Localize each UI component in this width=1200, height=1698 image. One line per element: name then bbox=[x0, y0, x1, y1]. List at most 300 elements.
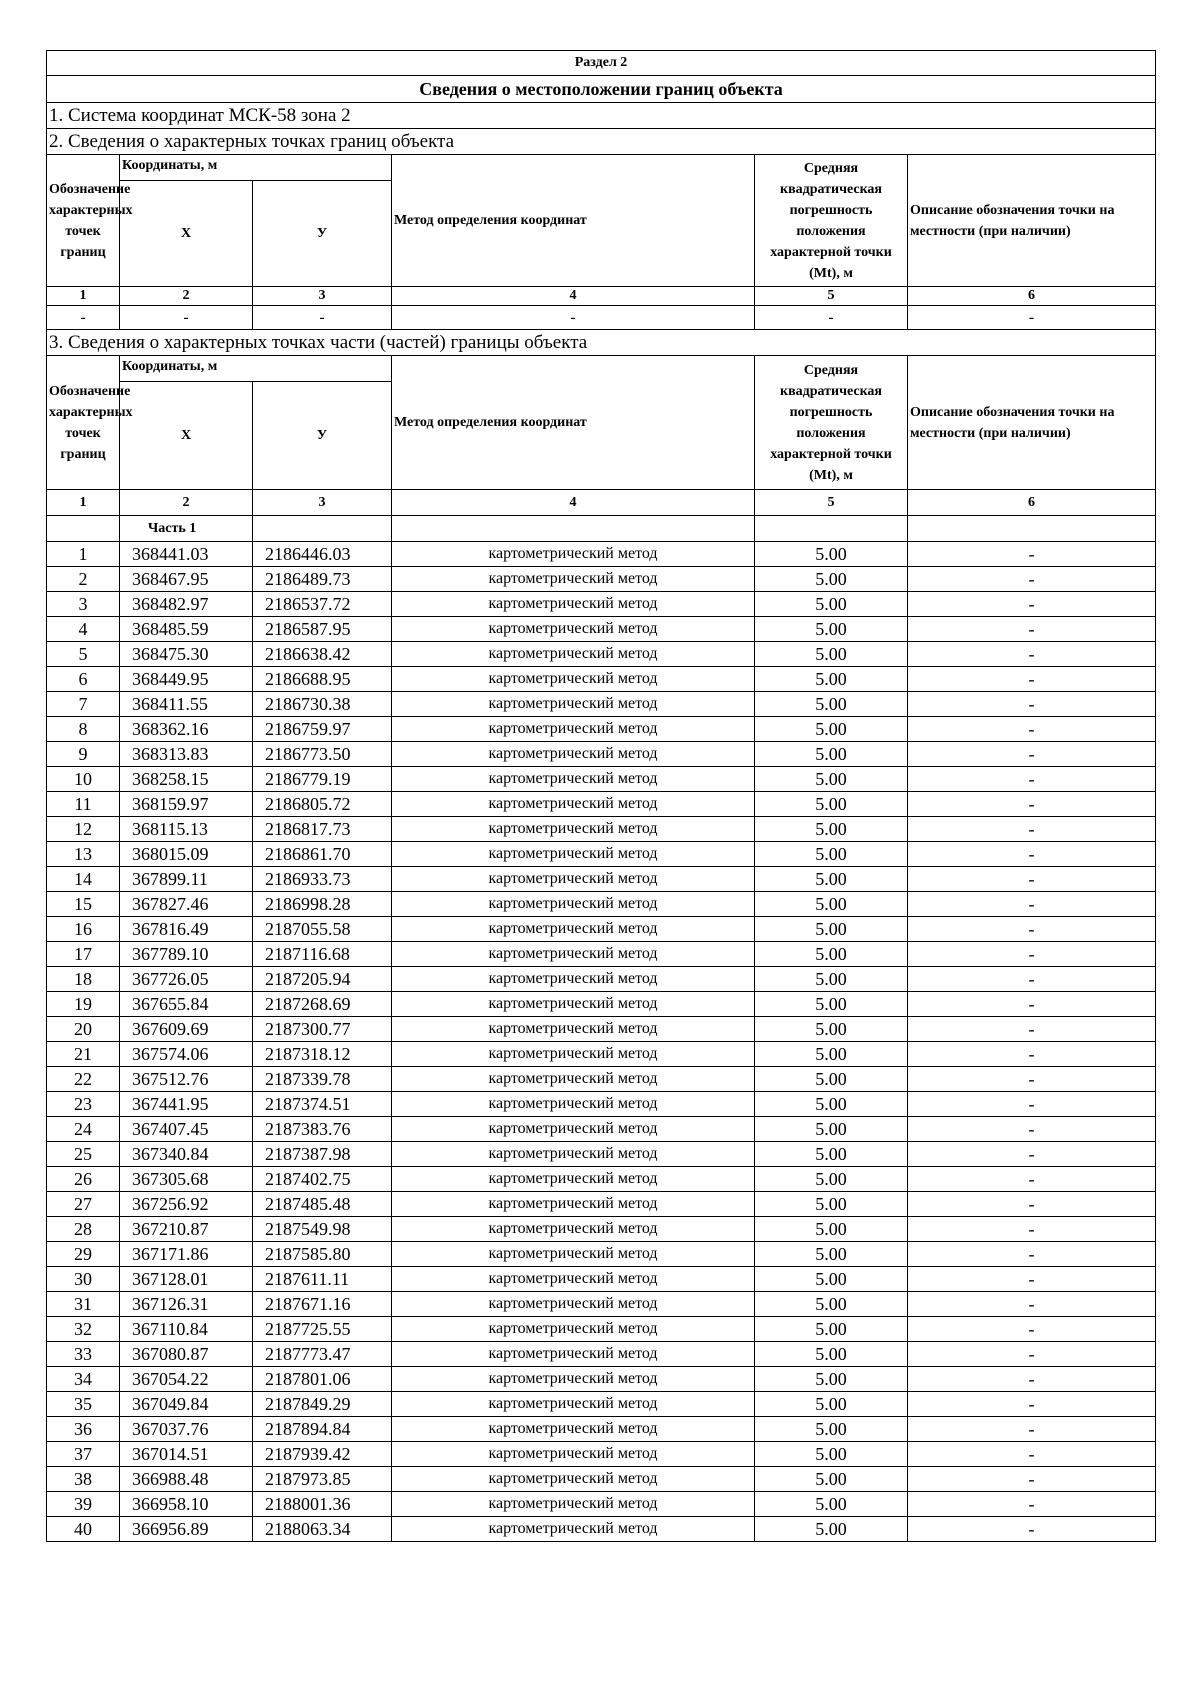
point-y: 2186933.73 bbox=[253, 867, 392, 892]
table-row bbox=[47, 1317, 1156, 1342]
header-coords: Координаты, м bbox=[120, 155, 392, 181]
point-number: 25 bbox=[47, 1142, 120, 1167]
point-description: - bbox=[908, 992, 1156, 1017]
point-error: 5.00 bbox=[755, 792, 908, 817]
header-designation: Обозначение характерных точек границ bbox=[47, 155, 120, 287]
point-method: картометрический метод bbox=[392, 1192, 755, 1217]
point-number: 30 bbox=[47, 1267, 120, 1292]
point-y: 2187773.47 bbox=[253, 1342, 392, 1367]
table-row bbox=[47, 1292, 1156, 1317]
point-method: картометрический метод bbox=[392, 1217, 755, 1242]
point-description: - bbox=[908, 967, 1156, 992]
point-number: 3 bbox=[47, 592, 120, 617]
point-x: 367899.11 bbox=[120, 867, 253, 892]
table-row bbox=[47, 892, 1156, 917]
table-row bbox=[47, 567, 1156, 592]
point-number: 36 bbox=[47, 1417, 120, 1442]
point-method: картометрический метод bbox=[392, 842, 755, 867]
point-y: 2187725.55 bbox=[253, 1317, 392, 1342]
col-number: 1 bbox=[47, 287, 120, 306]
point-description: - bbox=[908, 1117, 1156, 1142]
point-y: 2187383.76 bbox=[253, 1117, 392, 1142]
point-x: 367110.84 bbox=[120, 1317, 253, 1342]
point-method: картометрический метод bbox=[392, 567, 755, 592]
point-error: 5.00 bbox=[755, 1417, 908, 1442]
point-number: 18 bbox=[47, 967, 120, 992]
table-row bbox=[47, 992, 1156, 1017]
point-number: 31 bbox=[47, 1292, 120, 1317]
point-method: картометрический метод bbox=[392, 1167, 755, 1192]
point-x: 366958.10 bbox=[120, 1492, 253, 1517]
point-number: 37 bbox=[47, 1442, 120, 1467]
point-description: - bbox=[908, 1217, 1156, 1242]
point-x: 367655.84 bbox=[120, 992, 253, 1017]
point-description: - bbox=[908, 1292, 1156, 1317]
point-x: 367609.69 bbox=[120, 1017, 253, 1042]
table-row bbox=[47, 792, 1156, 817]
col-number: 1 bbox=[47, 490, 120, 516]
point-method: картометрический метод bbox=[392, 1492, 755, 1517]
point-x: 367014.51 bbox=[120, 1442, 253, 1467]
point-error: 5.00 bbox=[755, 917, 908, 942]
col-number: 3 bbox=[253, 287, 392, 306]
point-x: 368441.03 bbox=[120, 542, 253, 567]
point-error: 5.00 bbox=[755, 1492, 908, 1517]
point-y: 2186779.19 bbox=[253, 767, 392, 792]
table-row bbox=[47, 842, 1156, 867]
point-number: 39 bbox=[47, 1492, 120, 1517]
table-row bbox=[47, 1342, 1156, 1367]
table-row bbox=[47, 1517, 1156, 1542]
point-description: - bbox=[908, 1417, 1156, 1442]
table2-cell: - bbox=[253, 306, 392, 330]
point-description: - bbox=[908, 892, 1156, 917]
table2-cell: - bbox=[755, 306, 908, 330]
table2-cell: - bbox=[47, 306, 120, 330]
header-method: Метод определения координат bbox=[392, 356, 755, 490]
point-description: - bbox=[908, 767, 1156, 792]
point-method: картометрический метод bbox=[392, 1442, 755, 1467]
point-number: 27 bbox=[47, 1192, 120, 1217]
point-error: 5.00 bbox=[755, 1092, 908, 1117]
point-error: 5.00 bbox=[755, 1292, 908, 1317]
point-method: картометрический метод bbox=[392, 1292, 755, 1317]
point-description: - bbox=[908, 742, 1156, 767]
point-method: картометрический метод bbox=[392, 1142, 755, 1167]
table2-cell: - bbox=[120, 306, 253, 330]
point-x: 367827.46 bbox=[120, 892, 253, 917]
point-method: картометрический метод bbox=[392, 767, 755, 792]
point-error: 5.00 bbox=[755, 1467, 908, 1492]
part-spacer bbox=[253, 516, 392, 542]
point-description: - bbox=[908, 1017, 1156, 1042]
point-method: картометрический метод bbox=[392, 992, 755, 1017]
table-row bbox=[47, 867, 1156, 892]
point-description: - bbox=[908, 1492, 1156, 1517]
table-row bbox=[47, 942, 1156, 967]
point-error: 5.00 bbox=[755, 542, 908, 567]
point-x: 368362.16 bbox=[120, 717, 253, 742]
point-y: 2186998.28 bbox=[253, 892, 392, 917]
point-method: картометрический метод bbox=[392, 617, 755, 642]
point-x: 367126.31 bbox=[120, 1292, 253, 1317]
point-number: 2 bbox=[47, 567, 120, 592]
point-error: 5.00 bbox=[755, 592, 908, 617]
point-error: 5.00 bbox=[755, 1317, 908, 1342]
point-error: 5.00 bbox=[755, 1367, 908, 1392]
point-method: картометрический метод bbox=[392, 1242, 755, 1267]
point-x: 366988.48 bbox=[120, 1467, 253, 1492]
point-method: картометрический метод bbox=[392, 892, 755, 917]
table-row bbox=[47, 667, 1156, 692]
point-y: 2187485.48 bbox=[253, 1192, 392, 1217]
point-number: 40 bbox=[47, 1517, 120, 1542]
point-y: 2187205.94 bbox=[253, 967, 392, 992]
col-number: 3 bbox=[253, 490, 392, 516]
header-error: Средняя квадратическая погрешность положения характерной точки (Mt), м bbox=[755, 356, 908, 490]
point-number: 8 bbox=[47, 717, 120, 742]
point-number: 22 bbox=[47, 1067, 120, 1092]
point-y: 2186587.95 bbox=[253, 617, 392, 642]
point-description: - bbox=[908, 1317, 1156, 1342]
point-x: 367037.76 bbox=[120, 1417, 253, 1442]
table-row bbox=[47, 1267, 1156, 1292]
table-row bbox=[47, 917, 1156, 942]
point-number: 21 bbox=[47, 1042, 120, 1067]
point-y: 2187849.29 bbox=[253, 1392, 392, 1417]
point-method: картометрический метод bbox=[392, 1267, 755, 1292]
point-description: - bbox=[908, 867, 1156, 892]
point-x: 367816.49 bbox=[120, 917, 253, 942]
header-method: Метод определения координат bbox=[392, 155, 755, 287]
point-method: картометрический метод bbox=[392, 592, 755, 617]
point-y: 2187374.51 bbox=[253, 1092, 392, 1117]
point-y: 2187801.06 bbox=[253, 1367, 392, 1392]
point-y: 2187402.75 bbox=[253, 1167, 392, 1192]
col-number: 6 bbox=[908, 287, 1156, 306]
point-method: картометрический метод bbox=[392, 1117, 755, 1142]
point-error: 5.00 bbox=[755, 1217, 908, 1242]
table-row bbox=[47, 1442, 1156, 1467]
point-description: - bbox=[908, 1392, 1156, 1417]
point-number: 11 bbox=[47, 792, 120, 817]
point-description: - bbox=[908, 717, 1156, 742]
point-method: картометрический метод bbox=[392, 867, 755, 892]
point-number: 38 bbox=[47, 1467, 120, 1492]
col-number: 5 bbox=[755, 287, 908, 306]
point-method: картометрический метод bbox=[392, 942, 755, 967]
point-number: 10 bbox=[47, 767, 120, 792]
point-description: - bbox=[908, 1042, 1156, 1067]
table-row bbox=[47, 717, 1156, 742]
point-y: 2186817.73 bbox=[253, 817, 392, 842]
point-y: 2187894.84 bbox=[253, 1417, 392, 1442]
point-method: картометрический метод bbox=[392, 692, 755, 717]
table-row bbox=[47, 617, 1156, 642]
point-y: 2186446.03 bbox=[253, 542, 392, 567]
point-method: картометрический метод bbox=[392, 792, 755, 817]
point-description: - bbox=[908, 917, 1156, 942]
point-description: - bbox=[908, 1342, 1156, 1367]
point-x: 368115.13 bbox=[120, 817, 253, 842]
subsection-3-title: 3. Сведения о характерных точках части (частей) границы объекта bbox=[47, 330, 1156, 356]
part-spacer bbox=[392, 516, 755, 542]
point-y: 2187671.16 bbox=[253, 1292, 392, 1317]
header-x: X bbox=[120, 382, 253, 490]
header-y: У bbox=[253, 382, 392, 490]
point-description: - bbox=[908, 667, 1156, 692]
point-method: картометрический метод bbox=[392, 1517, 755, 1542]
table-row bbox=[47, 642, 1156, 667]
point-method: картометрический метод bbox=[392, 1067, 755, 1092]
table-row bbox=[47, 1242, 1156, 1267]
table-row bbox=[47, 767, 1156, 792]
point-error: 5.00 bbox=[755, 1442, 908, 1467]
point-number: 24 bbox=[47, 1117, 120, 1142]
point-number: 15 bbox=[47, 892, 120, 917]
point-description: - bbox=[908, 1367, 1156, 1392]
point-y: 2186730.38 bbox=[253, 692, 392, 717]
point-number: 33 bbox=[47, 1342, 120, 1367]
point-x: 367049.84 bbox=[120, 1392, 253, 1417]
point-description: - bbox=[908, 842, 1156, 867]
point-error: 5.00 bbox=[755, 1142, 908, 1167]
points-body bbox=[47, 542, 1156, 1542]
table2-cell: - bbox=[392, 306, 755, 330]
point-number: 14 bbox=[47, 867, 120, 892]
point-method: картометрический метод bbox=[392, 817, 755, 842]
point-method: картометрический метод bbox=[392, 642, 755, 667]
point-y: 2187939.42 bbox=[253, 1442, 392, 1467]
table-row bbox=[47, 1367, 1156, 1392]
point-description: - bbox=[908, 1067, 1156, 1092]
point-number: 17 bbox=[47, 942, 120, 967]
point-description: - bbox=[908, 592, 1156, 617]
point-y: 2187055.58 bbox=[253, 917, 392, 942]
point-error: 5.00 bbox=[755, 1067, 908, 1092]
point-x: 367407.45 bbox=[120, 1117, 253, 1142]
point-error: 5.00 bbox=[755, 1342, 908, 1367]
point-x: 367340.84 bbox=[120, 1142, 253, 1167]
point-error: 5.00 bbox=[755, 992, 908, 1017]
point-error: 5.00 bbox=[755, 942, 908, 967]
point-x: 368313.83 bbox=[120, 742, 253, 767]
point-x: 368475.30 bbox=[120, 642, 253, 667]
point-y: 2187300.77 bbox=[253, 1017, 392, 1042]
point-description: - bbox=[908, 792, 1156, 817]
point-error: 5.00 bbox=[755, 1242, 908, 1267]
point-method: картометрический метод bbox=[392, 967, 755, 992]
col-number: 2 bbox=[120, 287, 253, 306]
point-description: - bbox=[908, 542, 1156, 567]
point-y: 2187318.12 bbox=[253, 1042, 392, 1067]
table-row bbox=[47, 1192, 1156, 1217]
table-row bbox=[47, 1392, 1156, 1417]
table2-cell: - bbox=[908, 306, 1156, 330]
point-y: 2186805.72 bbox=[253, 792, 392, 817]
point-method: картометрический метод bbox=[392, 1367, 755, 1392]
point-x: 368449.95 bbox=[120, 667, 253, 692]
part-spacer bbox=[755, 516, 908, 542]
point-description: - bbox=[908, 642, 1156, 667]
table-row bbox=[47, 1117, 1156, 1142]
point-error: 5.00 bbox=[755, 842, 908, 867]
table-row bbox=[47, 1167, 1156, 1192]
point-y: 2188063.34 bbox=[253, 1517, 392, 1542]
point-error: 5.00 bbox=[755, 1267, 908, 1292]
point-y: 2186759.97 bbox=[253, 717, 392, 742]
header-x: X bbox=[120, 181, 253, 287]
header-designation: Обозначение характерных точек границ bbox=[47, 356, 120, 490]
point-error: 5.00 bbox=[755, 967, 908, 992]
table-row bbox=[47, 1217, 1156, 1242]
point-error: 5.00 bbox=[755, 717, 908, 742]
document-sheet bbox=[46, 50, 1155, 1542]
header-coords: Координаты, м bbox=[120, 356, 392, 382]
point-y: 2186638.42 bbox=[253, 642, 392, 667]
point-method: картометрический метод bbox=[392, 717, 755, 742]
point-x: 368411.55 bbox=[120, 692, 253, 717]
point-error: 5.00 bbox=[755, 617, 908, 642]
point-number: 23 bbox=[47, 1092, 120, 1117]
point-number: 9 bbox=[47, 742, 120, 767]
point-x: 367256.92 bbox=[120, 1192, 253, 1217]
point-x: 367574.06 bbox=[120, 1042, 253, 1067]
point-y: 2187585.80 bbox=[253, 1242, 392, 1267]
col-number: 2 bbox=[120, 490, 253, 516]
table-row bbox=[47, 692, 1156, 717]
point-y: 2187611.11 bbox=[253, 1267, 392, 1292]
point-x: 368467.95 bbox=[120, 567, 253, 592]
point-description: - bbox=[908, 1092, 1156, 1117]
point-x: 367128.01 bbox=[120, 1267, 253, 1292]
point-number: 35 bbox=[47, 1392, 120, 1417]
point-method: картометрический метод bbox=[392, 1042, 755, 1067]
point-y: 2187116.68 bbox=[253, 942, 392, 967]
section-label: Раздел 2 bbox=[47, 51, 1156, 76]
point-method: картометрический метод bbox=[392, 1467, 755, 1492]
table-row bbox=[47, 1142, 1156, 1167]
point-x: 367441.95 bbox=[120, 1092, 253, 1117]
point-method: картометрический метод bbox=[392, 1342, 755, 1367]
point-method: картометрический метод bbox=[392, 542, 755, 567]
point-method: картометрический метод bbox=[392, 667, 755, 692]
point-method: картометрический метод bbox=[392, 917, 755, 942]
point-error: 5.00 bbox=[755, 1517, 908, 1542]
point-description: - bbox=[908, 1142, 1156, 1167]
table-row bbox=[47, 1067, 1156, 1092]
point-y: 2187268.69 bbox=[253, 992, 392, 1017]
point-method: картометрический метод bbox=[392, 1392, 755, 1417]
point-error: 5.00 bbox=[755, 1117, 908, 1142]
table-row bbox=[47, 542, 1156, 567]
point-y: 2186537.72 bbox=[253, 592, 392, 617]
point-error: 5.00 bbox=[755, 742, 908, 767]
point-number: 1 bbox=[47, 542, 120, 567]
col-number: 4 bbox=[392, 490, 755, 516]
point-x: 367305.68 bbox=[120, 1167, 253, 1192]
point-x: 367512.76 bbox=[120, 1067, 253, 1092]
point-error: 5.00 bbox=[755, 1017, 908, 1042]
subsection-2-title: 2. Сведения о характерных точках границ объекта bbox=[47, 129, 1156, 155]
point-error: 5.00 bbox=[755, 817, 908, 842]
point-error: 5.00 bbox=[755, 867, 908, 892]
header-y: У bbox=[253, 181, 392, 287]
point-description: - bbox=[908, 1192, 1156, 1217]
table-row bbox=[47, 1492, 1156, 1517]
header-error: Средняя квадратическая погрешность положения характерной точки (Mt), м bbox=[755, 155, 908, 287]
point-number: 16 bbox=[47, 917, 120, 942]
point-error: 5.00 bbox=[755, 692, 908, 717]
point-method: картометрический метод bbox=[392, 1092, 755, 1117]
table-row bbox=[47, 817, 1156, 842]
point-x: 367054.22 bbox=[120, 1367, 253, 1392]
point-description: - bbox=[908, 567, 1156, 592]
point-description: - bbox=[908, 942, 1156, 967]
point-x: 368159.97 bbox=[120, 792, 253, 817]
point-number: 5 bbox=[47, 642, 120, 667]
table-row bbox=[47, 742, 1156, 767]
point-description: - bbox=[908, 1517, 1156, 1542]
part-spacer bbox=[47, 516, 120, 542]
point-error: 5.00 bbox=[755, 892, 908, 917]
point-x: 368258.15 bbox=[120, 767, 253, 792]
point-error: 5.00 bbox=[755, 767, 908, 792]
table-row bbox=[47, 1467, 1156, 1492]
header-description: Описание обозначения точки на местности (при наличии) bbox=[908, 356, 1156, 490]
point-description: - bbox=[908, 617, 1156, 642]
point-x: 367080.87 bbox=[120, 1342, 253, 1367]
table-row bbox=[47, 1092, 1156, 1117]
point-number: 6 bbox=[47, 667, 120, 692]
point-number: 29 bbox=[47, 1242, 120, 1267]
point-error: 5.00 bbox=[755, 1392, 908, 1417]
point-x: 367171.86 bbox=[120, 1242, 253, 1267]
point-number: 32 bbox=[47, 1317, 120, 1342]
point-method: картометрический метод bbox=[392, 1417, 755, 1442]
point-x: 367789.10 bbox=[120, 942, 253, 967]
point-method: картометрический метод bbox=[392, 1017, 755, 1042]
point-y: 2187973.85 bbox=[253, 1467, 392, 1492]
part-spacer bbox=[908, 516, 1156, 542]
coord-system: 1. Система координат МСК-58 зона 2 bbox=[47, 103, 1156, 129]
point-description: - bbox=[908, 817, 1156, 842]
document-title: Сведения о местоположении границ объекта bbox=[47, 76, 1156, 103]
point-description: - bbox=[908, 1242, 1156, 1267]
point-number: 26 bbox=[47, 1167, 120, 1192]
point-y: 2186489.73 bbox=[253, 567, 392, 592]
point-y: 2187549.98 bbox=[253, 1217, 392, 1242]
point-error: 5.00 bbox=[755, 567, 908, 592]
table-row bbox=[47, 1017, 1156, 1042]
point-x: 368485.59 bbox=[120, 617, 253, 642]
table-row bbox=[47, 1417, 1156, 1442]
point-number: 28 bbox=[47, 1217, 120, 1242]
point-x: 368482.97 bbox=[120, 592, 253, 617]
point-x: 367726.05 bbox=[120, 967, 253, 992]
part-label: Часть 1 bbox=[120, 516, 253, 542]
point-y: 2187339.78 bbox=[253, 1067, 392, 1092]
point-y: 2186773.50 bbox=[253, 742, 392, 767]
point-y: 2186688.95 bbox=[253, 667, 392, 692]
point-description: - bbox=[908, 1467, 1156, 1492]
point-number: 34 bbox=[47, 1367, 120, 1392]
point-description: - bbox=[908, 1167, 1156, 1192]
point-method: картометрический метод bbox=[392, 1317, 755, 1342]
point-y: 2188001.36 bbox=[253, 1492, 392, 1517]
point-x: 368015.09 bbox=[120, 842, 253, 867]
point-y: 2186861.70 bbox=[253, 842, 392, 867]
